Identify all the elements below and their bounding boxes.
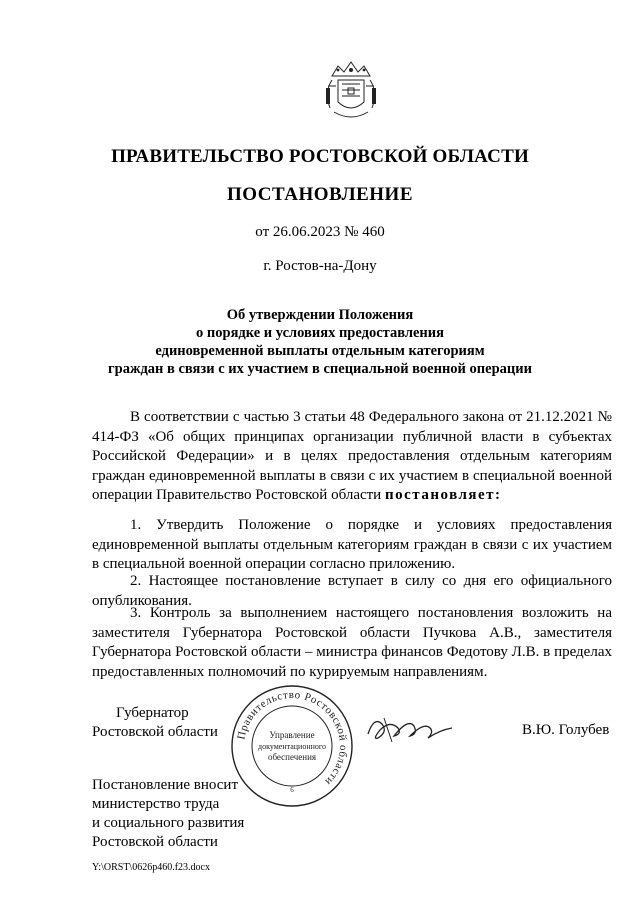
stamp-center-line: документационного: [258, 742, 326, 751]
point-2: 2. Настоящее постановление вступает в силу со дня его официального опубликования.: [92, 573, 612, 609]
date-number: от 26.06.2023 № 460: [255, 224, 385, 240]
stamp-center-line: обеспечения: [267, 752, 317, 762]
point-1: 1. Утвердить Положение о порядке и условиях предоставления единовременной выплаты отдельным категориям граждан в связи с их участием в специальной военной операции согласно приложению.: [92, 517, 612, 572]
signatory-name: В.Ю. Голубев: [522, 722, 610, 738]
stamp-mark: 6: [290, 786, 294, 794]
document-subject: [0, 306, 640, 378]
stamp-ring-text: Правительство Ростовской области: [235, 688, 350, 788]
coat-of-arms-icon: [318, 58, 384, 124]
introduced-line: Постановление вносит: [92, 777, 239, 793]
handwritten-signature-icon: [364, 712, 456, 746]
document-type: ПОСТАНОВЛЕНИЕ: [226, 184, 414, 205]
introduced-line: министерство труда: [92, 796, 220, 812]
subject-line: о порядке и условиях предоставления: [196, 325, 444, 341]
introduced-line: и социального развития: [92, 815, 245, 831]
signatory-position: [92, 704, 218, 742]
preamble-text: В соответствии с частью 3 статьи 48 Федерального закона от 21.12.2021 № 414-ФЗ «Об общих принципах организации публичной власти в субъектах Российской Федерации» и в целях предоставления отдельным категориям граждан единовременной выплаты в связи с их участием в специальной военной операции Правительство Ростовской области: [92, 409, 612, 503]
point-3: 3. Контроль за выполнением настоящего постановления возложить на заместителя Губернатора Ростовской области Пучкова А.В., заместителя Губернатора Ростовской области – министра финансов Федотову Л.В. в пределах предоставленных полномочий по курируемым направлениям.: [92, 605, 612, 680]
introduced-by: [92, 776, 244, 852]
subject-line: Об утверждении Положения: [226, 307, 414, 323]
introduced-line: Ростовской области: [92, 834, 218, 850]
city: г. Ростов-на-Дону: [263, 258, 377, 274]
stamp-center-line: Управление: [269, 730, 315, 740]
file-path: Y:\ORST\0626p460.f23.docx: [92, 862, 210, 873]
preamble-paragraph: [92, 408, 612, 506]
subject-line: граждан в связи с их участием в специальной военной операции: [108, 361, 532, 377]
subject-line: единовременной выплаты отдельным категориям: [155, 343, 485, 359]
official-stamp: [230, 684, 354, 808]
organization-title: ПРАВИТЕЛЬСТВО РОСТОВСКОЙ ОБЛАСТИ: [111, 146, 529, 167]
position-line: Губернатор: [116, 705, 189, 721]
position-line: Ростовской области: [92, 724, 218, 740]
decree-word: постановляет:: [384, 487, 502, 503]
